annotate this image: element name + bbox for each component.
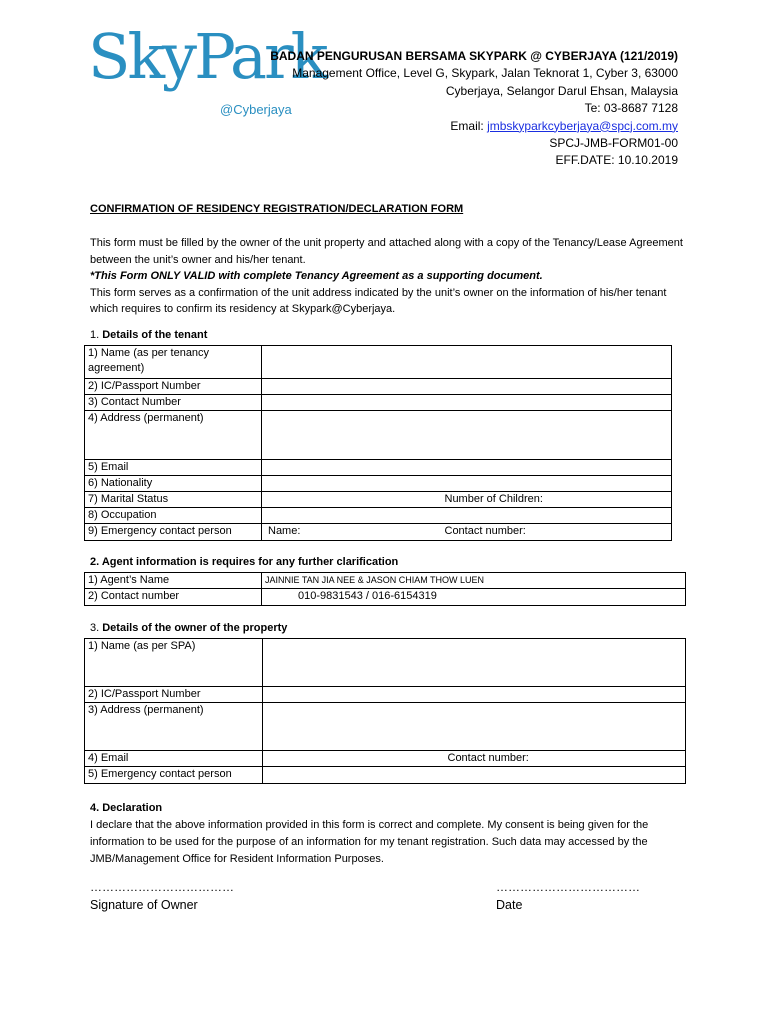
logo-sub: @Cyberjaya bbox=[220, 102, 292, 117]
address-line-1: Management Office, Level G, Skypark, Jalan Teknorat 1, Cyber 3, 63000 bbox=[292, 66, 678, 81]
tenant-ic-label: 2) IC/Passport Number bbox=[85, 379, 262, 395]
agent-contact-value: 010-9831543 / 016-6154319 bbox=[262, 589, 686, 606]
owner-emergency-field[interactable] bbox=[263, 767, 686, 784]
section-1-title-text: Details of the tenant bbox=[102, 329, 208, 341]
intro-paragraph-1: This form must be filled by the owner of the unit property and attached along with a copy of the Tenancy/Lease Agreement between the unit’s owner and his/her tenant. bbox=[90, 237, 683, 266]
email-label: Email: bbox=[450, 118, 488, 133]
form-code: SPCJ-JMB-FORM01-00 bbox=[549, 136, 678, 151]
tenant-marital-field[interactable] bbox=[262, 492, 442, 508]
tenant-ic-field[interactable] bbox=[262, 379, 672, 395]
owner-name-label: 1) Name (as per SPA) bbox=[85, 639, 263, 687]
tenant-occupation-label: 8) Occupation bbox=[85, 508, 262, 524]
owner-email-field[interactable] bbox=[263, 751, 445, 767]
tenant-emergency-contact[interactable]: Contact number: bbox=[442, 524, 672, 541]
form-title: CONFIRMATION OF RESIDENCY REGISTRATION/DECLARATION FORM bbox=[90, 203, 464, 215]
intro-text bbox=[90, 235, 685, 318]
section-1-number: 1. bbox=[90, 329, 103, 341]
tenant-nationality-field[interactable] bbox=[262, 476, 672, 492]
email-link[interactable]: jmbskyparkcyberjaya@spcj.com.my bbox=[487, 118, 678, 133]
agent-name-label: 1) Agent’s Name bbox=[85, 573, 262, 589]
declaration-text: I declare that the above information provided in this form is correct and complete. My consent is being given for the information to be used for the purpose of an information for my tenant registration. Such data may accessed by the JMB/Management Office for Resident Information Purposes. bbox=[90, 819, 649, 865]
tenant-marital-label: 7) Marital Status bbox=[85, 492, 262, 508]
intro-paragraph-2: *This Form ONLY VALID with complete Tenancy Agreement as a supporting document. bbox=[90, 270, 543, 282]
owner-email-label: 4) Email bbox=[85, 751, 263, 767]
address-line-2: Cyberjaya, Selangor Darul Ehsan, Malaysia bbox=[445, 83, 678, 98]
effective-date: EFF.DATE: 10.10.2019 bbox=[555, 153, 678, 168]
owner-details-table bbox=[84, 638, 686, 784]
email-line bbox=[238, 118, 678, 135]
agent-contact-label: 2) Contact number bbox=[85, 589, 262, 606]
telephone: Te: 03-8687 7128 bbox=[584, 101, 678, 116]
organization-name: BADAN PENGURUSAN BERSAMA SKYPARK @ CYBERJAYA (121/2019) bbox=[270, 49, 678, 63]
tenant-contact-label: 3) Contact Number bbox=[85, 395, 262, 411]
owner-contact-label: Contact number: bbox=[445, 751, 686, 767]
tenant-children-label: Number of Children: bbox=[442, 492, 672, 508]
tenant-emergency-name[interactable]: Name: bbox=[262, 524, 442, 541]
date-line[interactable]: ……………………………… bbox=[496, 880, 640, 894]
intro-paragraph-3: This form serves as a confirmation of the unit address indicated by the unit’s owner on the information of his/her tenant which requires to confirm its residency at Skypark@Cyberjaya. bbox=[90, 286, 667, 315]
owner-address-field[interactable] bbox=[263, 703, 686, 751]
tenant-email-field[interactable] bbox=[262, 460, 672, 476]
section-3-number: 3. bbox=[90, 622, 103, 634]
owner-address-label: 3) Address (permanent) bbox=[85, 703, 263, 751]
owner-ic-field[interactable] bbox=[263, 687, 686, 703]
owner-ic-label: 2) IC/Passport Number bbox=[85, 687, 263, 703]
tenant-occupation-field[interactable] bbox=[262, 508, 672, 524]
logo-brand: SkyPark bbox=[88, 20, 326, 93]
tenant-email-label: 5) Email bbox=[85, 460, 262, 476]
tenant-address-label: 4) Address (permanent) bbox=[85, 411, 262, 460]
tenant-name-field[interactable] bbox=[262, 346, 672, 379]
declaration bbox=[90, 800, 690, 868]
tenant-details-table bbox=[84, 345, 672, 541]
section-3-title-text: Details of the owner of the property bbox=[102, 622, 288, 634]
owner-emergency-label: 5) Emergency contact person bbox=[85, 767, 263, 784]
section-4-title: 4. Declaration bbox=[90, 802, 163, 814]
date-label: Date bbox=[496, 898, 523, 912]
tenant-contact-field[interactable] bbox=[262, 395, 672, 411]
tenant-name-label: 1) Name (as per tenancy agreement) bbox=[85, 346, 262, 379]
section-1-title bbox=[90, 329, 207, 341]
tenant-nationality-label: 6) Nationality bbox=[85, 476, 262, 492]
tenant-emergency-label: 9) Emergency contact person bbox=[85, 524, 262, 541]
letterhead bbox=[238, 48, 678, 170]
section-3-title bbox=[90, 622, 287, 634]
section-2-title: 2. Agent information is requires for any further clarification bbox=[90, 556, 399, 568]
tenant-address-field[interactable] bbox=[262, 411, 672, 460]
owner-signature-line[interactable]: ……………………………… bbox=[90, 880, 234, 894]
owner-name-field[interactable] bbox=[263, 639, 686, 687]
agent-name-value: JAINNIE TAN JIA NEE & JASON CHIAM THOW LUEN bbox=[262, 573, 686, 589]
owner-signature-label: Signature of Owner bbox=[90, 898, 198, 912]
agent-info-table bbox=[84, 572, 686, 606]
